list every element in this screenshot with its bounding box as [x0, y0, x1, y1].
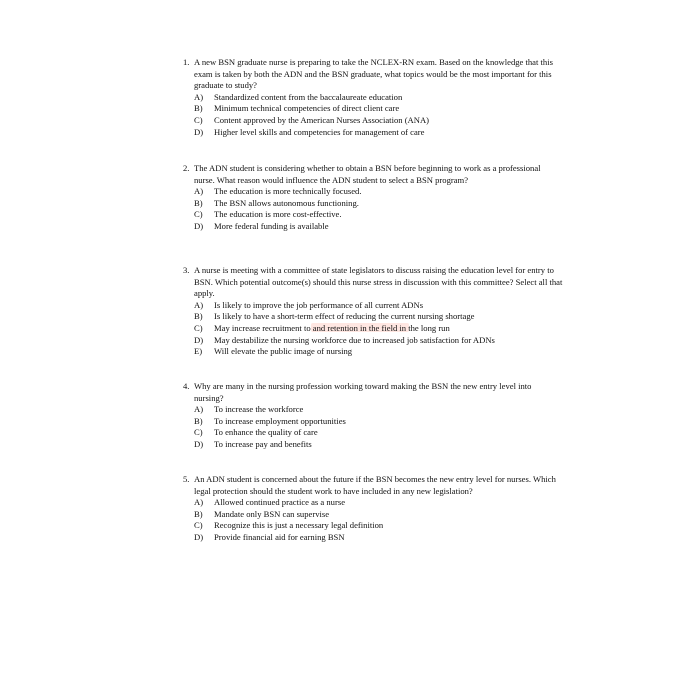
- option-d: [183, 335, 563, 347]
- option-list: [183, 186, 563, 232]
- option-text: To enhance the quality of care: [214, 427, 318, 438]
- option-a: [183, 92, 563, 104]
- question-2: [183, 163, 563, 233]
- option-letter: B): [194, 415, 203, 426]
- option-text: Is likely to have a short-term effect of reducing the current nursing shortage: [214, 311, 475, 322]
- option-letter: A): [194, 404, 204, 415]
- option-text: Content approved by the American Nurses Association (ANA): [214, 114, 430, 125]
- question-3: [183, 265, 563, 358]
- option-text: To increase the workforce: [214, 404, 304, 415]
- question-number: 5.: [183, 474, 190, 484]
- option-a: [183, 404, 563, 416]
- question-stem: [183, 57, 563, 92]
- option-text: Is likely to improve the job performance of all current ADNs: [214, 299, 424, 310]
- option-text: The education is more cost-effective.: [214, 209, 342, 220]
- question-stem: [183, 265, 563, 300]
- option-letter: C): [194, 427, 203, 438]
- option-d: [183, 221, 563, 233]
- option-letter: B): [194, 311, 203, 322]
- option-b: [183, 416, 563, 428]
- option-c: [183, 520, 563, 532]
- option-b: [183, 509, 563, 521]
- option-letter: C): [194, 520, 203, 531]
- option-c: [183, 427, 563, 439]
- option-text: The education is more technically focused.: [214, 186, 362, 197]
- question-4: [183, 381, 563, 451]
- option-a: [183, 186, 563, 198]
- option-c: [183, 323, 563, 335]
- option-a: [183, 300, 563, 312]
- option-letter: A): [194, 497, 204, 508]
- option-text: To increase pay and benefits: [214, 438, 312, 449]
- question-text: A new BSN graduate nurse is preparing to take the NCLEX-RN exam. Based on the knowledge that this exam is taken by both the ADN and the BSN graduate, what topics would be the most important for this graduate to study?: [194, 57, 553, 91]
- option-letter: D): [194, 220, 204, 231]
- option-list: [183, 92, 563, 138]
- option-text: Provide financial aid for earning BSN: [214, 531, 345, 542]
- question-text: Why are many in the nursing profession working toward making the BSN the new entry level into nursing?: [194, 381, 532, 403]
- question-text: A nurse is meeting with a committee of state legislators to discuss raising the education level for entry to BSN. Which potential outcome(s) should this nurse stress in discussion with this committee? Select all that apply.: [194, 265, 563, 299]
- question-number: 2.: [183, 163, 190, 173]
- option-letter: A): [194, 186, 204, 197]
- option-a: [183, 497, 563, 509]
- question-stem: [183, 163, 563, 186]
- question-number: 4.: [183, 381, 190, 391]
- option-letter: D): [194, 126, 204, 137]
- option-text: Higher level skills and competencies for management of care: [214, 126, 425, 137]
- option-text: The BSN allows autonomous functioning.: [214, 197, 359, 208]
- option-text: Mandate only BSN can supervise: [214, 508, 330, 519]
- option-text: Will elevate the public image of nursing: [214, 346, 353, 357]
- option-letter: C): [194, 114, 203, 125]
- option-list: [183, 300, 563, 358]
- option-text: Recognize this is just a necessary legal definition: [214, 520, 384, 531]
- option-letter: B): [194, 508, 203, 519]
- option-c: [183, 209, 563, 221]
- option-d: [183, 532, 563, 544]
- question-5: [183, 474, 563, 544]
- question-1: [183, 57, 563, 138]
- option-list: [183, 497, 563, 543]
- option-letter: B): [194, 197, 203, 208]
- option-text: Minimum technical competencies of direct client care: [214, 103, 400, 114]
- option-text: To increase employment opportunities: [214, 415, 346, 426]
- option-text: May increase recruitment to and retention in the field in the long run: [214, 322, 450, 333]
- option-letter: A): [194, 299, 204, 310]
- option-d: [183, 439, 563, 451]
- question-stem: [183, 474, 563, 497]
- option-d: [183, 127, 563, 139]
- option-text: Allowed continued practice as a nurse: [214, 497, 346, 508]
- option-text: Standardized content from the baccalaureate education: [214, 91, 403, 102]
- option-list: [183, 404, 563, 450]
- option-text: More federal funding is available: [214, 220, 329, 231]
- question-number: 3.: [183, 265, 190, 275]
- option-b: [183, 198, 563, 210]
- question-text: The ADN student is considering whether to obtain a BSN before beginning to work as a professional nurse. What reason would influence the ADN student to select a BSN program?: [194, 163, 541, 185]
- question-stem: [183, 381, 563, 404]
- option-letter: D): [194, 334, 204, 345]
- option-letter: D): [194, 531, 204, 542]
- option-b: [183, 311, 563, 323]
- option-letter: A): [194, 91, 204, 102]
- option-letter: E): [194, 346, 203, 357]
- question-number: 1.: [183, 57, 190, 67]
- option-letter: B): [194, 103, 203, 114]
- option-letter: D): [194, 438, 204, 449]
- option-e: [183, 346, 563, 358]
- option-letter: C): [194, 209, 203, 220]
- option-text: May destabilize the nursing workforce due to increased job satisfaction for ADNs: [214, 334, 495, 345]
- option-c: [183, 115, 563, 127]
- option-b: [183, 103, 563, 115]
- option-letter: C): [194, 322, 203, 333]
- question-text: An ADN student is concerned about the future if the BSN becomes the new entry level for nurses. Which legal protection should the student work to have included in any new legislation?: [194, 474, 556, 496]
